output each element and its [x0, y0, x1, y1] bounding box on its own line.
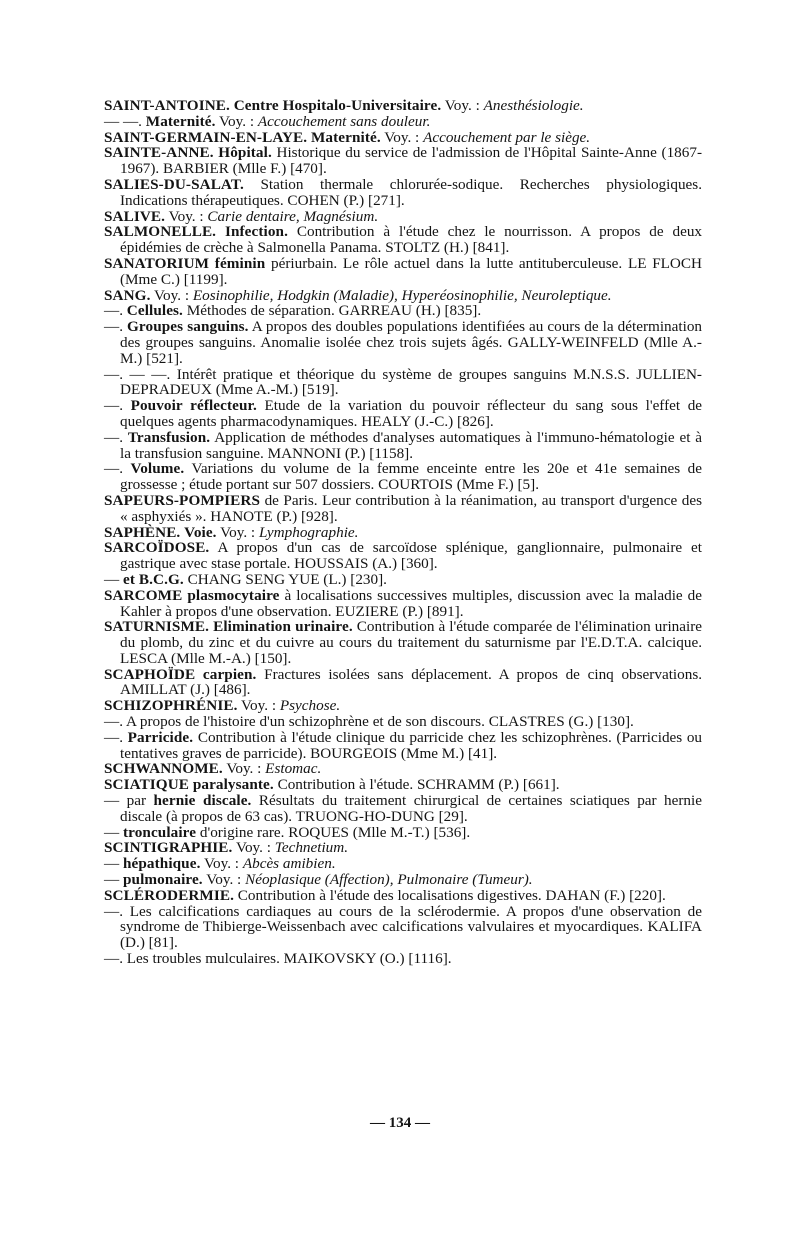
entry-text: à localisations successives multiples, discussion avec la maladie de Kahler à propos d'une observation. EUZIERE (P.) [891].: [120, 586, 703, 620]
index-entry: [104, 951, 702, 967]
entry-text: Historique du service de l'admission de l'Hôpital Sainte-Anne (1867-1967). BARBIER (Mlle F.) [470].: [120, 144, 703, 178]
entry-text: Variations du volume de la femme enceinte entre les 20e et 41e semaines de grossesse ; étude portant sur 507 dossiers. COURTOIS (Mme F.) [5].: [120, 460, 703, 494]
entry-text: A propos d'un cas de sarcoïdose splénique, ganglionnaire, pulmonaire et gastrique avec stase portale. HOUSSAIS (A.) [360].: [120, 539, 702, 573]
entry-text: Résultats du traitement chirurgical de certaines sciatiques par hernie discale (à propos de 63 cas). TRUONG-HO-DUNG [29].: [120, 792, 702, 825]
entry-see-also: Accouchement par le siège.: [423, 128, 591, 146]
index-entry: [104, 224, 702, 256]
entry-see-also: Technetium.: [274, 839, 349, 857]
entry-see-also: Estomac.: [265, 760, 322, 778]
entry-dash: —.: [104, 902, 123, 920]
entry-heading: SARCOÏDOSE.: [104, 539, 210, 557]
index-entry: [104, 398, 702, 430]
entry-subheading: hernie discale.: [153, 792, 252, 810]
index-entry: [104, 145, 702, 177]
index-entry: [104, 793, 702, 825]
entry-heading: SCHWANNOME.: [104, 760, 223, 778]
entry-subheading: Voie.: [184, 523, 217, 541]
entry-dash: —: [104, 871, 120, 889]
entry-subheading: Centre Hospitalo-Universitaire.: [233, 97, 442, 114]
entry-see-also: Abcès amibien.: [242, 855, 336, 873]
index-entry: [104, 288, 702, 304]
index-entry: [104, 619, 702, 666]
entry-text: Contribution à l'étude chez le nourrisson. A propos de deux épidémies de crèche à Salmonella Panama. STOLTZ (H.) [841].: [120, 223, 703, 257]
entry-heading: SCIATIQUE: [104, 776, 190, 794]
index-entry: [104, 98, 702, 114]
entry-subheading: Cellules.: [126, 302, 183, 320]
entry-heading: SANG.: [104, 286, 151, 304]
index-page: [104, 98, 702, 967]
entry-dash: —. — —.: [104, 365, 171, 383]
index-entry: [104, 698, 702, 714]
index-entry: [104, 825, 702, 841]
entry-subheading: Maternité.: [310, 128, 381, 146]
entry-subheading: Hôpital.: [218, 144, 272, 162]
entry-text: Voy. :: [384, 128, 420, 146]
entry-text: Contribution à l'étude clinique du parricide chez les schizophrènes. (Parricides ou tentatives graves de parricide). BOURGEOIS (Mme M.) [41].: [120, 728, 703, 762]
entry-heading: SAINT-GERMAIN-EN-LAYE.: [104, 128, 308, 146]
index-entry: [104, 540, 702, 572]
index-entry: [104, 319, 702, 366]
entry-dash: —: [104, 855, 120, 873]
index-entry: [104, 130, 702, 146]
entry-subheading: paralysante.: [192, 776, 274, 794]
entry-dash: —.: [104, 713, 123, 731]
entry-heading: SAINT-ANTOINE.: [104, 97, 230, 114]
entry-heading: SALIES-DU-SALAT.: [104, 175, 244, 193]
entry-text: CHANG SENG YUE (L.) [230].: [187, 570, 387, 588]
entry-subheading: et B.C.G.: [122, 570, 184, 588]
entry-dash: —.: [104, 302, 123, 320]
entry-text: Voy. :: [219, 112, 255, 130]
index-entry: [104, 256, 702, 288]
entry-dash: —.: [104, 460, 123, 478]
entry-dash: —: [104, 570, 120, 588]
entry-heading: SCAPHOÏDE: [104, 665, 196, 683]
entry-subheading: pulmonaire.: [122, 871, 203, 889]
entry-text: Contribution à l'étude comparée de l'élimination urinaire du plomb, du zinc et du cuivre au cours du traitement du saturnisme par l'E.D.T.A. calcique. LESCA (Mlle M.-A.) [150].: [120, 618, 703, 667]
entry-subheading: Parricide.: [127, 728, 194, 746]
index-entry: [104, 461, 702, 493]
index-entry: [104, 730, 702, 762]
index-entry: [104, 667, 702, 699]
entry-subheading: Elimination urinaire.: [213, 618, 353, 636]
index-entries: [104, 98, 702, 967]
entry-text: Voy. :: [168, 207, 204, 225]
entry-text: A propos des doubles populations identifiées au cours de la détermination des groupes sanguins. Anomalie isolée chez trois sujets âgés. GALLY-WEINFELD (Mlle A.-M.) [521].: [120, 318, 703, 367]
entry-heading: SCHIZOPHRÉNIE.: [104, 697, 238, 715]
index-entry: [104, 367, 702, 399]
entry-heading: SATURNISME.: [104, 618, 210, 636]
entry-subheading: plasmocytaire: [187, 586, 280, 604]
index-entry: [104, 303, 702, 319]
entry-see-also: Carie dentaire, Magnésium.: [207, 207, 379, 225]
entry-subheading: Maternité.: [145, 112, 216, 130]
entry-see-also: Accouchement sans douleur.: [257, 112, 431, 130]
index-entry: [104, 904, 702, 951]
entry-text: Méthodes de séparation. GARREAU (H.) [835].: [186, 302, 482, 320]
index-entry: [104, 572, 702, 588]
entry-subheading: Groupes sanguins.: [127, 318, 249, 336]
entry-text: Etude de la variation du pouvoir réflecteur du sang sous l'effet de quelques agents pharmacodynamiques. HEALY (J.-C.) [826].: [120, 397, 703, 430]
entry-text: Intérêt pratique et théorique du système de groupes sanguins M.N.S.S. JULLIEN-DEPRADEUX (Mme A.-M.) [519].: [120, 365, 702, 399]
entry-heading: SAPHÈNE.: [104, 523, 181, 541]
entry-subheading: Infection.: [224, 223, 288, 241]
entry-text: Voy. :: [226, 760, 262, 778]
entry-text: périurbain. Le rôle actuel dans la lutte antituberculeuse. LE FLOCH (Mme C.) [1199].: [120, 254, 703, 288]
entry-text: Fractures isolées sans déplacement. A propos de cinq observations. AMILLAT (J.) [486].: [120, 665, 703, 699]
index-entry: [104, 177, 702, 209]
entry-text: Application de méthodes d'analyses automatiques à l'immuno-hématologie et à la transfusion sanguine. MANNONI (P.) [1158].: [120, 428, 702, 462]
entry-text: Contribution à l'étude. SCHRAMM (P.) [661].: [277, 776, 560, 794]
entry-dash: — par: [104, 792, 147, 810]
entry-text: Contribution à l'étude des localisations digestives. DAHAN (F.) [220].: [237, 886, 666, 904]
index-entry: [104, 114, 702, 130]
index-entry: [104, 525, 702, 541]
entry-see-also: Néoplasique (Affection), Pulmonaire (Tumeur).: [245, 871, 533, 889]
entry-text: Voy. :: [241, 697, 277, 715]
entry-dash: —.: [104, 397, 123, 415]
index-entry: [104, 430, 702, 462]
entry-text: Voy. :: [235, 839, 271, 857]
entry-see-also: Psychose.: [279, 697, 341, 715]
entry-text: Les calcifications cardiaques au cours de la sclérodermie. A propos d'une observation de syndrome de Thibierge-Weissenbach avec calcifications valvulaires et myocardiques. KALIFA (D.) [81].: [120, 902, 702, 952]
index-entry: [104, 777, 702, 793]
entry-heading: SAPEURS-POMPIERS: [104, 491, 261, 509]
index-entry: [104, 209, 702, 225]
page-number: — 134 —: [370, 1115, 430, 1131]
entry-subheading: Pouvoir réflecteur.: [130, 397, 257, 415]
entry-text: de Paris. Leur contribution à la réanimation, au transport d'urgence des « asphyxiés ». HANOTE (P.) [928].: [120, 491, 702, 525]
entry-text: d'origine rare. ROQUES (Mlle M.-T.) [536].: [199, 823, 471, 841]
index-entry: [104, 840, 702, 856]
entry-see-also: Lymphographie.: [258, 523, 359, 541]
entry-subheading: carpien.: [202, 665, 257, 683]
entry-dash: —.: [104, 728, 123, 746]
entry-heading: SARCOME: [104, 586, 183, 604]
entry-subheading: hépathique.: [122, 855, 201, 873]
index-entry: [104, 714, 702, 730]
index-entry: [104, 872, 702, 888]
entry-dash: —.: [104, 950, 123, 968]
entry-dash: —: [104, 823, 120, 841]
entry-heading: SCLÉRODERMIE.: [104, 886, 234, 904]
entry-heading: SALMONELLE.: [104, 223, 217, 241]
entry-heading: SCINTIGRAPHIE.: [104, 839, 233, 857]
index-entry: [104, 888, 702, 904]
entry-heading: SALIVE.: [104, 207, 166, 225]
entry-dash: —.: [104, 428, 123, 446]
entry-text: Voy. :: [204, 855, 240, 873]
entry-text: Voy. :: [220, 523, 256, 541]
entry-subheading: féminin: [214, 254, 266, 272]
entry-text: Voy. :: [206, 871, 242, 889]
entry-text: Voy. :: [444, 97, 480, 114]
entry-see-also: Eosinophilie, Hodgkin (Maladie), Hyperéosinophilie, Neuroleptique.: [192, 286, 612, 304]
entry-subheading: tronculaire: [122, 823, 197, 841]
entry-text: Station thermale chlorurée-sodique. Recherches physiologiques. Indications thérapeutiques. COHEN (P.) [271].: [120, 175, 703, 209]
entry-subheading: Transfusion.: [127, 428, 211, 446]
entry-dash: —.: [104, 318, 123, 336]
index-entry: [104, 493, 702, 525]
entry-text: Voy. :: [154, 286, 190, 304]
index-entry: [104, 761, 702, 777]
entry-heading: SANATORIUM: [104, 254, 210, 272]
entry-heading: SAINTE-ANNE.: [104, 144, 214, 162]
entry-text: A propos de l'histoire d'un schizophrène et de son discours. CLASTRES (G.) [130].: [125, 713, 634, 731]
entry-subheading: Volume.: [130, 460, 185, 478]
entry-dash: — —.: [104, 112, 142, 130]
index-entry: [104, 588, 702, 620]
entry-text: Les troubles mulculaires. MAIKOVSKY (O.) [1116].: [126, 950, 452, 968]
index-entry: [104, 856, 702, 872]
entry-see-also: Anesthésiologie.: [483, 97, 584, 114]
